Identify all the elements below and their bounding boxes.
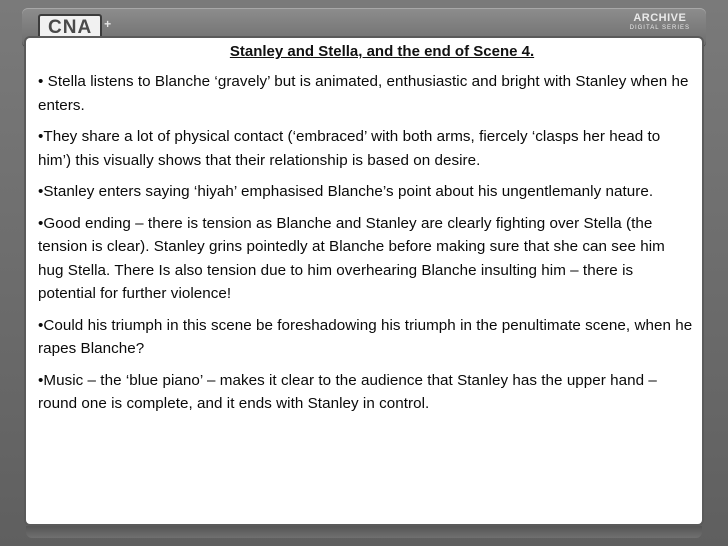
bullet-item: • Stella listens to Blanche ‘gravely’ but is animated, enthusiastic and bright with Stanley when he enters. [38,73,689,114]
bullet-item: •Stanley enters saying ‘hiyah’ emphasised Blanche’s point about his ungentlemanly nature. [38,183,654,200]
archive-logo [630,13,690,33]
bullet-item: •They share a lot of physical contact (‘embraced’ with both arms, fiercely ‘clasps her head to him’) this visually shows that their relationship is based on desire. [38,128,661,169]
content-panel [26,38,702,524]
bullet-item: •Good ending – there is tension as Blanche and Stanley are clearly fighting over Stella (the tension is clear). Stanley grins pointedly at Blanche before making sure that she can see him hug Stella. There Is also tension due to him overhearing Blanche insulting him – there is potential for further violence! [38,214,665,302]
plus-icon: + [104,16,112,31]
bullet-list [38,70,694,424]
cna-logo-text: CNA [38,14,102,43]
archive-logo-text: ARCHIVE [633,12,687,24]
bottom-bar [26,526,702,538]
bullet-item: •Could his triumph in this scene be foreshadowing his triumph in the penultimate scene, when he rapes Blanche? [38,316,693,357]
bullet-item: •Music – the ‘blue piano’ – makes it clear to the audience that Stanley has the upper hand – round one is complete, and it ends with Stanley in control. [38,371,657,412]
archive-logo-subtext: DIGITAL SERIES [629,25,690,31]
slide-title: Stanley and Stella, and the end of Scene 4. [229,43,535,60]
